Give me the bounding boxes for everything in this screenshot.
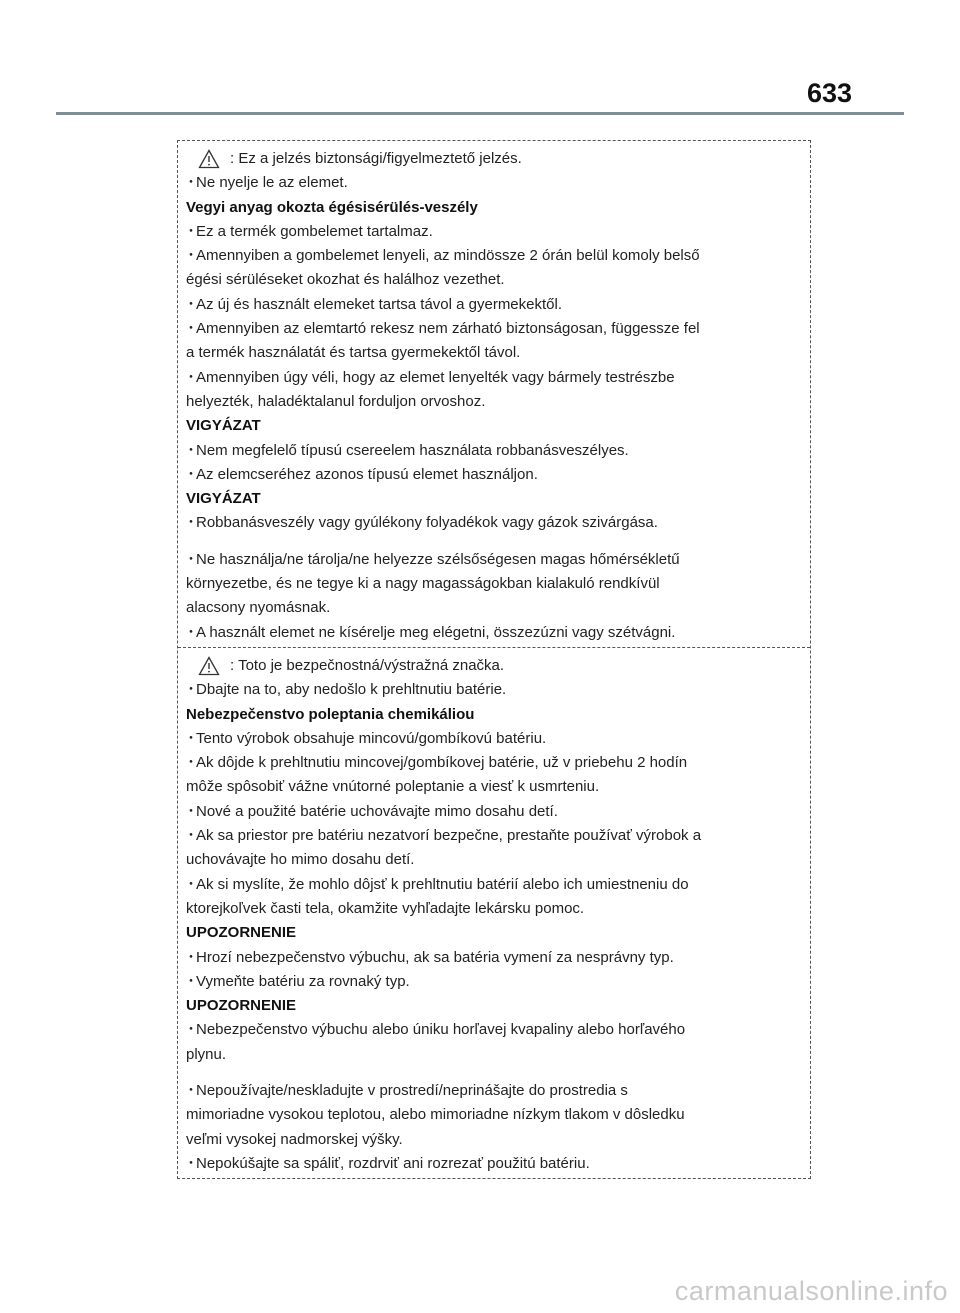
hu-compartment <box>186 317 804 341</box>
sk-wrong-type-text: Hrozí nebezpečenstvo výbuchu, ak sa batéria vymení za nesprávny typ. <box>196 948 674 966</box>
bullet: ･ <box>187 1154 195 1172</box>
bullet: ･ <box>187 174 195 192</box>
hu-keep-away <box>186 293 804 317</box>
hu-warning-line <box>186 147 804 171</box>
sk-keep-away <box>186 800 804 824</box>
sk-wrong-type <box>186 946 804 970</box>
bullet: ･ <box>187 623 195 641</box>
bullet: ･ <box>187 754 195 772</box>
hu-suspect-text-1: Amennyiben úgy véli, hogy az elemet lenyelték vagy bármely testrészbe <box>196 368 675 386</box>
hu-temp-cont-2: alacsony nyomásnak. <box>186 599 331 617</box>
sk-swallowed-cont: môže spôsobiť vážne vnútorné poleptanie a viesť k usmrteniu. <box>186 778 600 796</box>
bullet: ･ <box>187 827 195 845</box>
hu-explosion-text: Robbanásveszély vagy gyúlékony folyadékok vagy gázok szivárgása. <box>196 514 658 532</box>
sk-contains-text: Tento výrobok obsahuje mincovú/gombíkovú batériu. <box>196 729 547 747</box>
sk-temp-text-1: Nepoužívajte/neskladujte v prostredí/neprinášajte do prostredia s <box>196 1081 628 1099</box>
warning-triangle-icon <box>198 149 220 169</box>
hu-keep-away-text: Az új és használt elemeket tartsa távol a gyermekektől. <box>196 295 563 313</box>
sk-compartment-text-1: Ak sa priestor pre batériu nezatvorí bezpečne, prestaňte používať výrobok a <box>196 827 702 845</box>
sk-suspect <box>186 873 804 897</box>
hu-compartment-cont: a termék használatát és tartsa gyermekektől távol. <box>186 344 521 362</box>
hu-temp-text-1: Ne használja/ne tárolja/ne helyezze szélsőségesen magas hőmérsékletű <box>196 550 680 568</box>
sk-explosion <box>186 1018 804 1042</box>
page-number: 633 <box>806 78 852 108</box>
bullet: ･ <box>187 875 195 893</box>
bullet: ･ <box>187 729 195 747</box>
hu-contains-text: Ez a termék gombelemet tartalmaz. <box>196 222 433 240</box>
hu-wrong-type <box>186 439 804 463</box>
watermark: carmanualsonline.info <box>674 1276 948 1306</box>
bullet: ･ <box>187 681 195 699</box>
bullet: ･ <box>187 441 195 459</box>
sk-dispose <box>186 1152 804 1176</box>
slovak-section <box>178 647 810 1178</box>
hu-explosion <box>186 511 804 535</box>
sk-compartment-cont: uchovávajte ho mimo dosahu detí. <box>186 851 415 869</box>
hu-swallowed-text-1: Amennyiben a gombelemet lenyeli, az mindössze 2 órán belül komoly belső <box>196 247 700 265</box>
hu-swallowed <box>186 244 804 268</box>
hu-wrong-type-text: Nem megfelelő típusú csereelem használata robbanásveszélyes. <box>196 441 629 459</box>
hu-swallowed-cont: égési sérüléseket okozhat és halálhoz vezethet. <box>186 271 505 289</box>
sk-explosion-cont: plynu. <box>186 1045 227 1063</box>
sk-same-type-text: Vymeňte batériu za rovnaký typ. <box>196 972 410 990</box>
hu-dispose-text: A használt elemet ne kísérelje meg elégetni, összezúzni vagy szétvágni. <box>196 623 676 641</box>
warning-triangle-icon <box>198 656 220 676</box>
sk-swallowed-text-1: Ak dôjde k prehltnutiu mincovej/gombíkovej batérie, už v priebehu 2 hodín <box>196 754 688 772</box>
sk-contains <box>186 727 804 751</box>
sk-keep-away-text: Nové a použité batérie uchovávajte mimo dosahu detí. <box>196 802 558 820</box>
sk-explosion-text-1: Nebezpečenstvo výbuchu alebo úniku horľavej kvapaliny alebo horľavého <box>196 1021 686 1039</box>
bullet: ･ <box>187 368 195 386</box>
hu-warning-label: : Ez a jelzés biztonsági/figyelmeztető jelzés. <box>230 150 522 167</box>
sk-swallow <box>186 678 804 702</box>
sk-temp <box>186 1079 804 1103</box>
hu-temp <box>186 548 804 572</box>
sk-suspect-text-1: Ak si myslíte, že mohlo dôjsť k prehltnutiu batérií alebo ich umiestneniu do <box>196 875 689 893</box>
sk-temp-cont-2: veľmi vysokej nadmorskej výšky. <box>186 1130 403 1148</box>
sk-caution-heading-1: UPOZORNENIE <box>186 924 297 942</box>
sk-warning-label: : Toto je bezpečnostná/výstražná značka. <box>230 656 505 674</box>
bullet: ･ <box>187 295 195 313</box>
hu-swallow <box>186 171 804 195</box>
header-rule <box>56 112 904 115</box>
sk-suspect-cont: ktorejkoľvek časti tela, okamžite vyhľadajte lekársku pomoc. <box>186 899 585 917</box>
hu-caution-heading-2: VIGYÁZAT <box>186 490 261 508</box>
bullet: ･ <box>187 247 195 265</box>
sk-same-type <box>186 970 804 994</box>
sk-caution-heading-2: UPOZORNENIE <box>186 997 297 1015</box>
hu-same-type-text: Az elemcseréhez azonos típusú elemet használjon. <box>196 465 538 483</box>
sk-swallowed <box>186 751 804 775</box>
sk-swallow-text: Dbajte na to, aby nedošlo k prehltnutiu batérie. <box>196 681 507 699</box>
sk-temp-cont-1: mimoriadne vysokou teplotou, alebo mimoriadne nízkym tlakom v dôsledku <box>186 1106 685 1124</box>
hu-suspect <box>186 366 804 390</box>
bullet: ･ <box>187 320 195 338</box>
hu-suspect-cont: helyezték, haladéktalanul forduljon orvoshoz. <box>186 392 486 410</box>
bullet: ･ <box>187 550 195 568</box>
hu-dispose <box>186 621 804 645</box>
battery-warning-box <box>177 140 811 1179</box>
sk-dispose-text: Nepokúšajte sa spáliť, rozdrviť ani rozrezať použitú batériu. <box>196 1154 590 1172</box>
bullet: ･ <box>187 222 195 240</box>
hu-temp-cont-1: környezetbe, és ne tegye ki a nagy magasságokban kialakuló rendkívül <box>186 575 660 593</box>
hu-chem-heading: Vegyi anyag okozta égésisérülés-veszély <box>186 198 478 216</box>
hungarian-section <box>178 141 810 647</box>
bullet: ･ <box>187 948 195 966</box>
hu-caution-heading-1: VIGYÁZAT <box>186 417 261 435</box>
sk-compartment <box>186 824 804 848</box>
sk-warning-line <box>186 654 804 678</box>
hu-compartment-text-1: Amennyiben az elemtartó rekesz nem zárható biztonságosan, függessze fel <box>196 320 700 338</box>
bullet: ･ <box>187 1081 195 1099</box>
bullet: ･ <box>187 1021 195 1039</box>
sk-chem-heading: Nebezpečenstvo poleptania chemikáliou <box>186 705 475 723</box>
hu-contains <box>186 220 804 244</box>
hu-same-type <box>186 463 804 487</box>
bullet: ･ <box>187 514 195 532</box>
bullet: ･ <box>187 972 195 990</box>
bullet: ･ <box>187 802 195 820</box>
hu-swallow-text: Ne nyelje le az elemet. <box>196 174 348 192</box>
bullet: ･ <box>187 465 195 483</box>
